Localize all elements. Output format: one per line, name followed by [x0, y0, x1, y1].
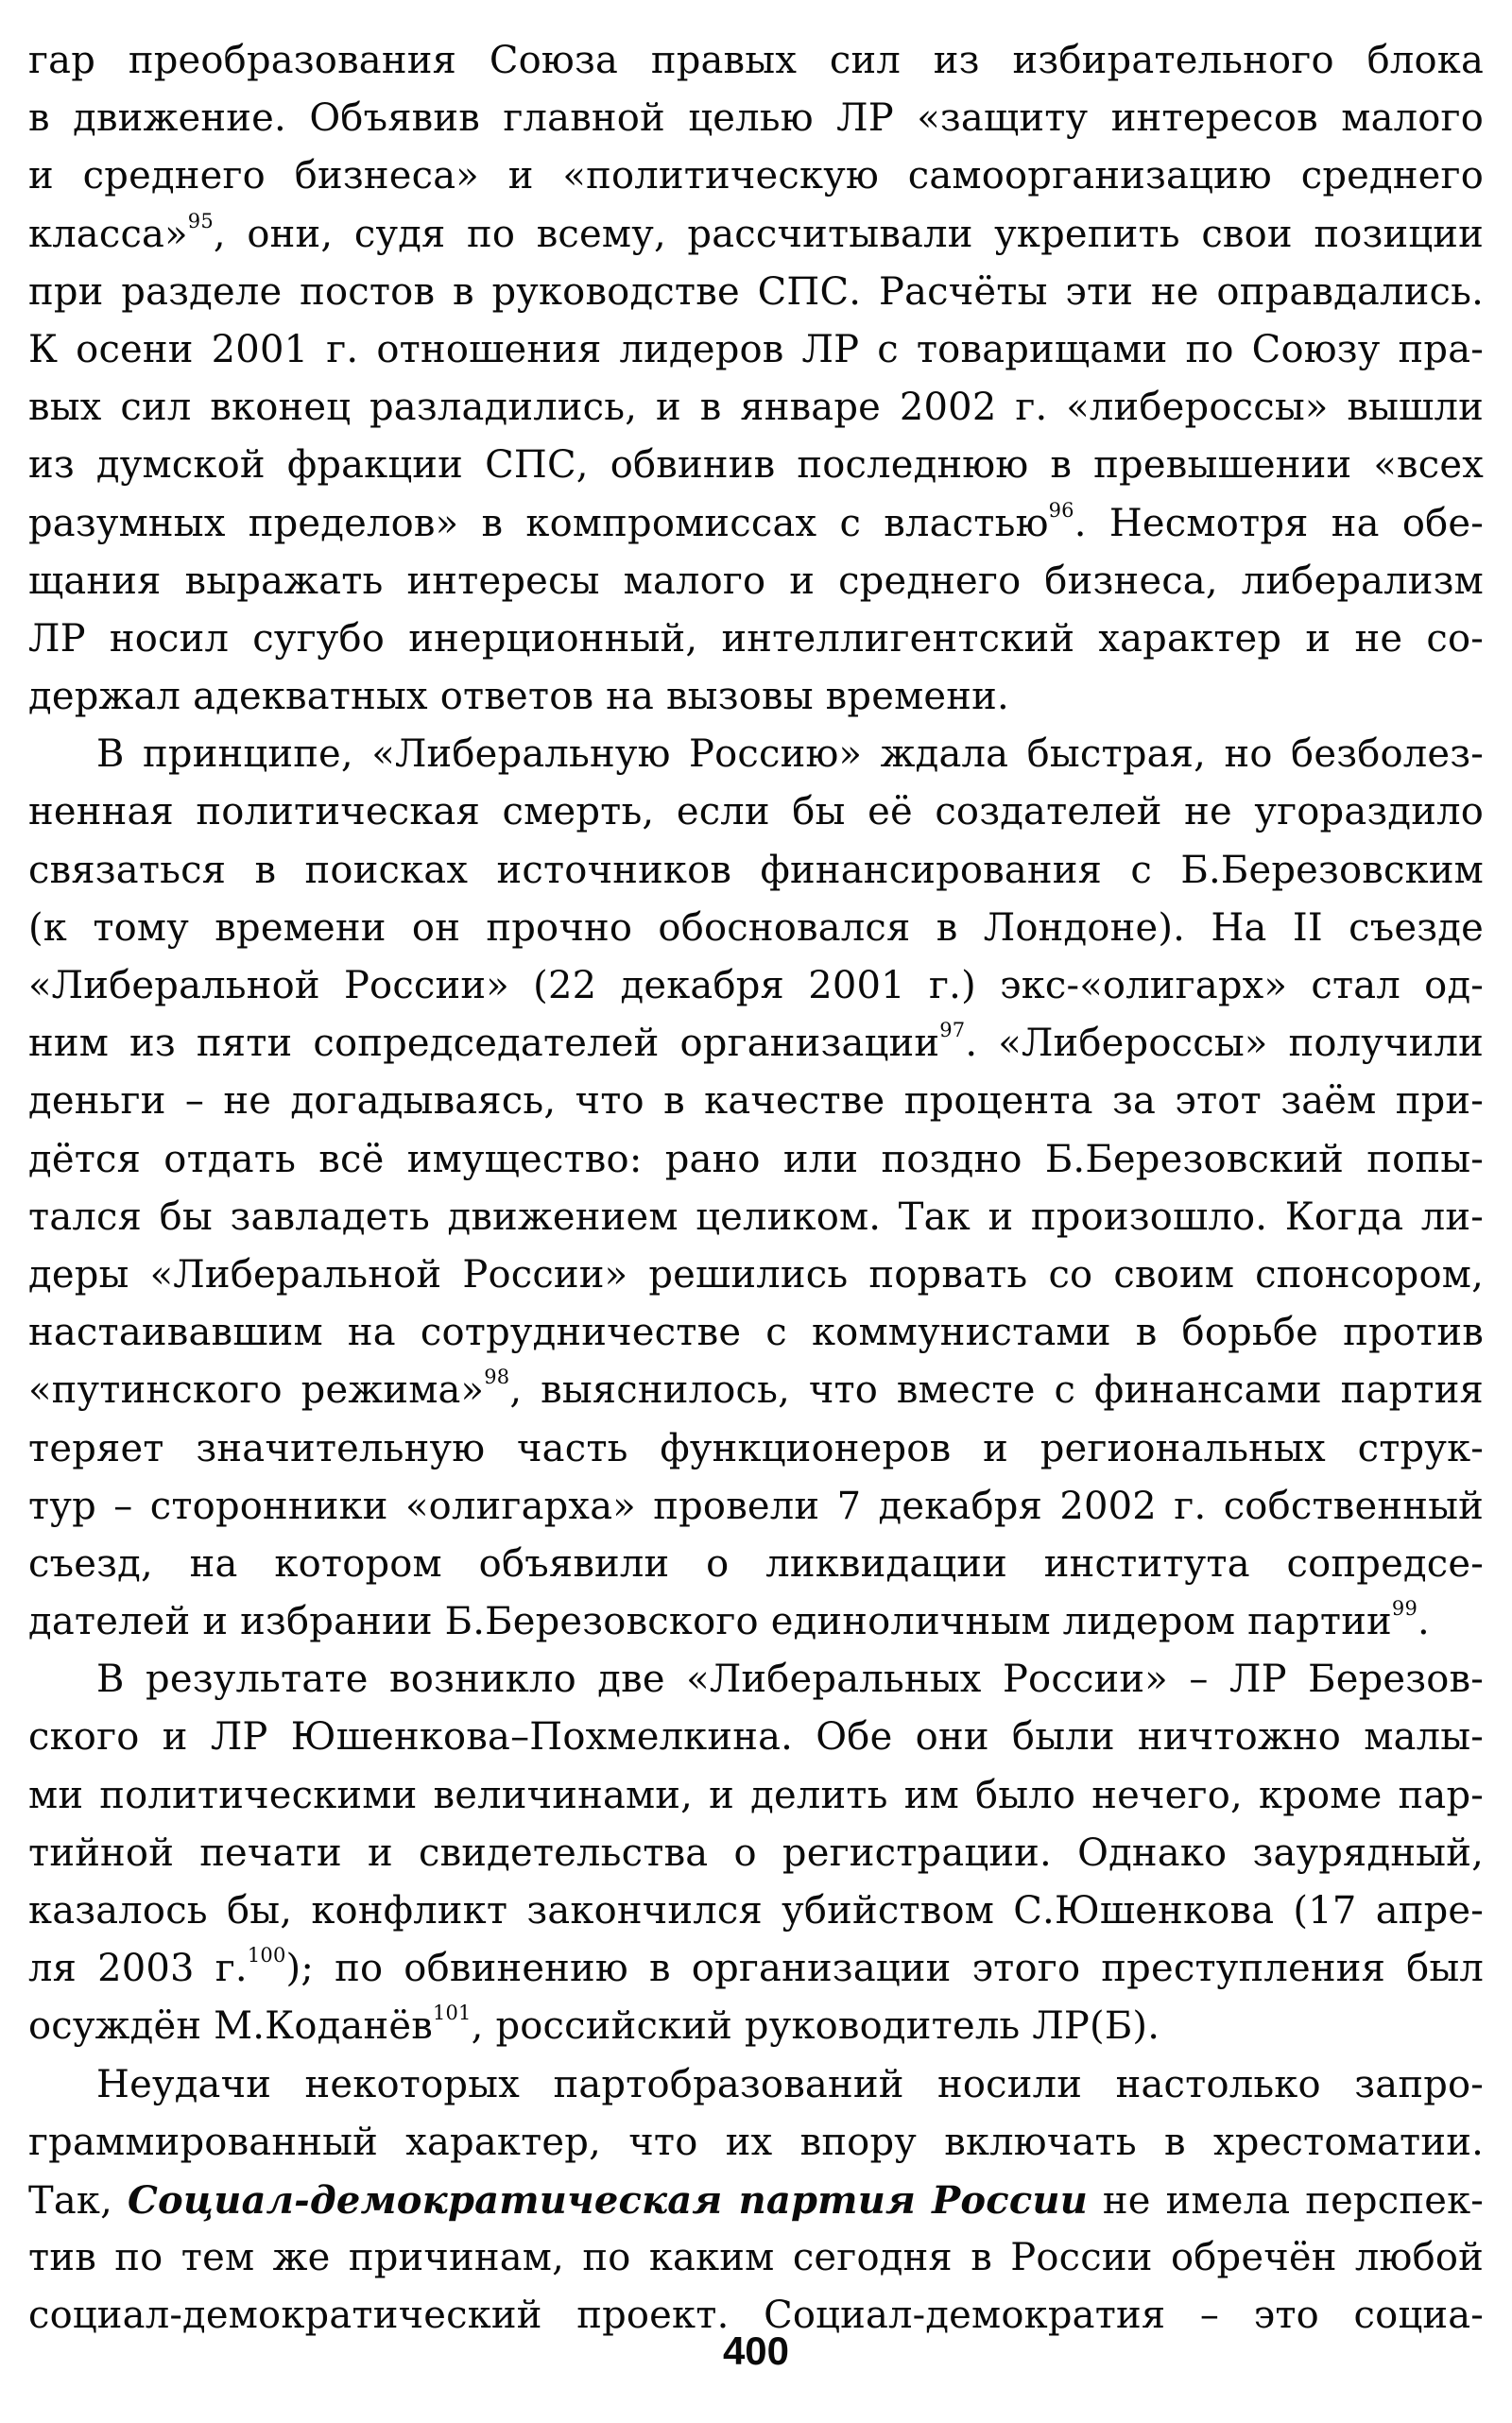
- text-run: дателей и избрании Б.Березовского единоличным лидером партии: [28, 1600, 1392, 1644]
- text-run: щания выражать интересы малого и среднего бизнеса, либерализм: [28, 558, 1484, 603]
- text-line: [28, 1478, 1484, 1536]
- text-run: В результате возникло две «Либеральных России» – ЛР Березов-: [96, 1658, 1484, 1702]
- text-run: ); по обвинению в организации этого преступления был: [285, 1947, 1484, 1991]
- text-run: Так,: [28, 2178, 128, 2223]
- text-run: настаивавшим на сотрудничестве с коммунистами в борьбе против: [28, 1311, 1484, 1355]
- text-run: тался бы завладеть движением целиком. Так и произошло. Когда ли-: [28, 1194, 1484, 1239]
- text-line: [28, 379, 1484, 437]
- text-line: [28, 1304, 1484, 1362]
- footnote-ref: 98: [484, 1366, 510, 1389]
- footnote-ref: 97: [939, 1019, 966, 1042]
- text-line: [28, 553, 1484, 610]
- footnote-ref: 100: [247, 1944, 286, 1968]
- paragraph: [28, 32, 1484, 726]
- text-run: гар преобразования Союза правых сил из избирательного блока: [28, 39, 1484, 82]
- text-line: [28, 1651, 1484, 1709]
- text-line: [28, 1536, 1484, 1593]
- footnote-ref: 95: [187, 209, 214, 232]
- text-run: осуждён М.Коданёв: [28, 2004, 433, 2049]
- text-line: [28, 2056, 1484, 2114]
- text-run: ми политическими величинами, и делить им было нечего, кроме пар-: [28, 1773, 1484, 1817]
- text-run: . «Либероссы» получили: [965, 1022, 1484, 1066]
- text-run: дётся отдать всё имущество: рано или поздно Б.Березовский попы-: [28, 1137, 1484, 1181]
- text-run: при разделе постов в руководстве СПС. Расчёты эти не оправдались.: [28, 269, 1484, 314]
- text-run: , российский руководитель ЛР(Б).: [471, 2004, 1160, 2049]
- text-line: [28, 900, 1484, 957]
- text-run: деньги – не догадываясь, что в качестве процента за этот заём при-: [28, 1079, 1484, 1124]
- text-line: [28, 437, 1484, 494]
- text-run: , они, судя по всему, рассчитывали укрепить свои позиции: [213, 212, 1484, 256]
- paragraph: [28, 726, 1484, 1651]
- footnote-ref: 96: [1048, 498, 1074, 522]
- text-run: деры «Либеральной России» решились порвать со своим спонсором,: [28, 1252, 1484, 1297]
- text-line: [28, 1015, 1484, 1073]
- text-run: «Либеральной России» (22 декабря 2001 г.) экс-«олигарх» стал од-: [28, 964, 1484, 1007]
- text-run: социал-демократический проект. Социал-демократия – это социа-: [28, 2294, 1484, 2338]
- text-run: ля 2003 г.: [28, 1947, 248, 1991]
- page-number: 400: [722, 2328, 790, 2373]
- text-run: из думской фракции СПС, обвинив последнюю в превышении «всех: [28, 443, 1484, 488]
- text-run: связаться в поисках источников финансирования с Б.Березовским: [28, 848, 1484, 892]
- text-line: [28, 1073, 1484, 1130]
- text-run: теряет значительную часть функционеров и региональных струк-: [28, 1426, 1484, 1470]
- text-run: В принципе, «Либеральную Россию» ждала быстрая, но безболез-: [96, 732, 1484, 777]
- text-run: граммированный характер, что их впору включать в хрестоматии.: [28, 2120, 1484, 2164]
- text-run: .: [1418, 1600, 1430, 1644]
- text-run: и среднего бизнеса» и «политическую самоорганизацию среднего: [28, 154, 1484, 198]
- text-line: [28, 264, 1484, 321]
- text-line: [28, 1189, 1484, 1246]
- text-run: тур – сторонники «олигарха» провели 7 декабря 2002 г. собственный: [28, 1484, 1484, 1528]
- text-run: класса»: [28, 212, 188, 256]
- text-run: ненная политическая смерть, если бы её создателей не угораздило: [28, 790, 1484, 834]
- text-line: [28, 1131, 1484, 1189]
- text-line: [28, 957, 1484, 1015]
- text-run: «путинского режима»: [28, 1368, 485, 1413]
- text-line: [28, 1767, 1484, 1825]
- text-line: [28, 321, 1484, 379]
- text-run: держал адекватных ответов на вызовы времени.: [28, 675, 1009, 719]
- text-line: [28, 2114, 1484, 2172]
- text-run: К осени 2001 г. отношения лидеров ЛР с товарищами по Союзу пра-: [28, 327, 1484, 371]
- text-line: [28, 1940, 1484, 1998]
- footnote-ref: 101: [432, 2002, 472, 2025]
- text-line: [28, 2172, 1484, 2229]
- text-line: [28, 1246, 1484, 1304]
- text-run: не имела перспек-: [1087, 2178, 1484, 2223]
- text-line: [28, 1593, 1484, 1651]
- footnote-ref: 99: [1391, 1597, 1418, 1621]
- text-run: . Несмотря на обе-: [1074, 501, 1484, 545]
- text-line: [28, 668, 1484, 726]
- text-line: [28, 32, 1484, 90]
- text-run: ЛР носил сугубо инерционный, интеллигентский характер и не со-: [28, 616, 1484, 661]
- emphasized-party-name: Социал-демократическая партия России: [127, 2177, 1088, 2223]
- text-run: Неудачи некоторых партобразований носили настолько запро-: [96, 2062, 1484, 2106]
- text-run: вых сил вконец разладились, и в январе 2002 г. «либероссы» вышли: [28, 386, 1484, 430]
- text-line: [28, 610, 1484, 668]
- text-line: [28, 2229, 1484, 2287]
- text-line: [28, 90, 1484, 147]
- text-line: [28, 1825, 1484, 1882]
- text-run: ним из пяти сопредседателей организации: [28, 1022, 940, 1066]
- text-line: [28, 726, 1484, 783]
- text-run: разумных пределов» в компромиссах с властью: [28, 501, 1049, 545]
- text-run: тив по тем же причинам, по каким сегодня в России обречён любой: [28, 2236, 1484, 2280]
- text-line: [28, 147, 1484, 205]
- text-line: [28, 842, 1484, 900]
- text-run: в движение. Объявив главной целью ЛР «защиту интересов малого: [28, 96, 1484, 141]
- text-line: [28, 1362, 1484, 1419]
- text-line: [28, 1882, 1484, 1940]
- text-run: (к тому времени он прочно обосновался в Лондоне). На II съезде: [28, 905, 1484, 950]
- text-run: ского и ЛР Юшенкова–Похмелкина. Обе они были ничтожно малы-: [28, 1715, 1484, 1760]
- text-line: [28, 206, 1484, 264]
- text-line: [28, 1420, 1484, 1478]
- paragraph: [28, 1651, 1484, 2055]
- text-run: , выяснилось, что вместе с финансами партия: [509, 1368, 1484, 1413]
- text-line: [28, 783, 1484, 841]
- paragraph: [28, 2056, 1484, 2346]
- body-text: [28, 32, 1484, 2346]
- text-line: [28, 1709, 1484, 1766]
- text-run: тийной печати и свидетельства о регистрации. Однако заурядный,: [28, 1830, 1484, 1875]
- text-run: казалось бы, конфликт закончился убийством С.Юшенкова (17 апре-: [28, 1889, 1484, 1933]
- text-line: [28, 1998, 1484, 2055]
- text-run: съезд, на котором объявили о ликвидации института сопредсе-: [28, 1541, 1484, 1586]
- text-line: [28, 495, 1484, 553]
